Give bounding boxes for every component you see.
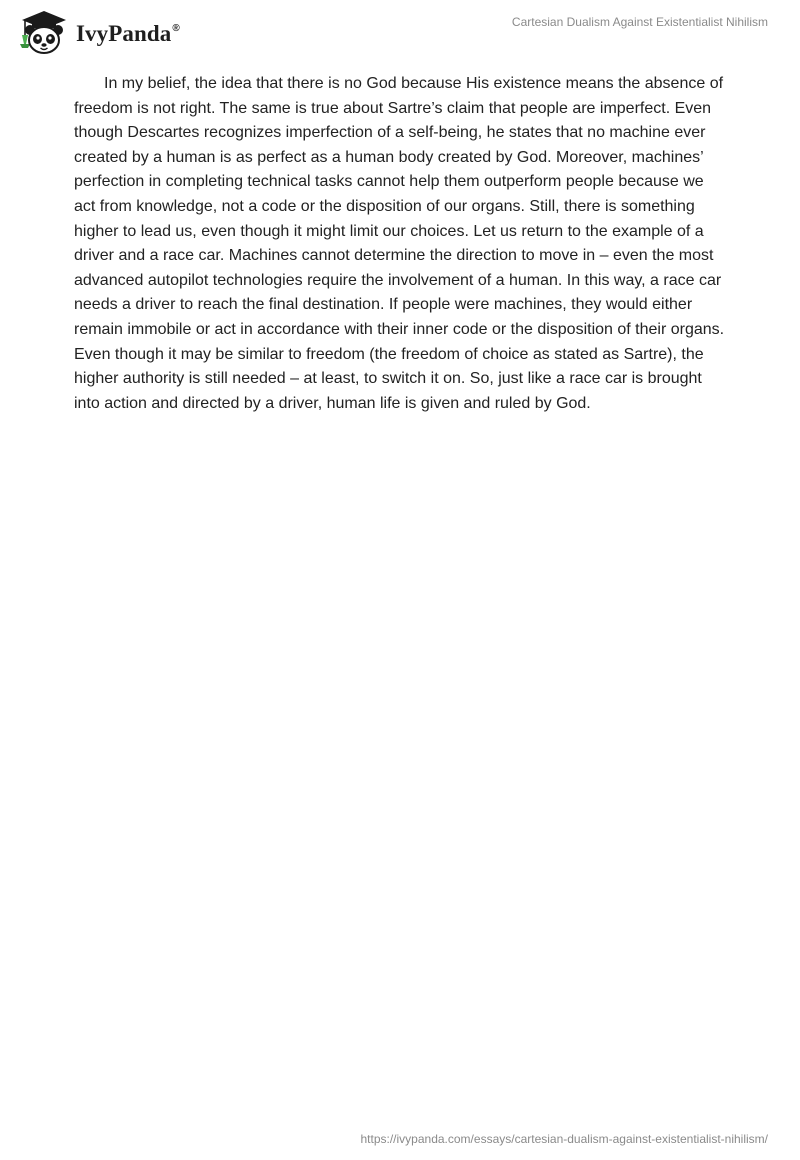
ivypanda-logo[interactable] <box>14 8 180 56</box>
essay-content <box>74 72 726 416</box>
registered-mark: ® <box>172 23 180 34</box>
source-url[interactable]: https://ivypanda.com/essays/cartesian-dualism-against-existentialist-nihilism/ <box>360 1132 768 1146</box>
essay-paragraph: In my belief, the idea that there is no God because His existence means the absence of freedom is not right. The same is true about Sartre’s claim that people are imperfect. Even though Descartes recognizes imperfection of a self-being, he states that no machine ever created by a human is as perfect as a human body created by God. Moreover, machines’ perfection in completing technical tasks cannot help them outperform people because we act from knowledge, not a code or the disposition of our organs. Still, there is something higher to lead us, even though it might limit our choices. Let us return to the example of a driver and a race car. Machines cannot determine the direction to move in – even the most advanced autopilot technologies require the involvement of a human. In this way, a race car needs a driver to reach the final destination. If people were machines, they would either remain immobile or act in accordance with their inner code or the disposition of their organs. Even though it may be similar to freedom (the freedom of choice as stated as Sartre), the higher authority is still needed – at least, to switch it on. So, just like a race car is brought into action and directed by a driver, human life is given and ruled by God. <box>74 75 725 412</box>
panda-graduation-cap-icon <box>14 8 68 56</box>
brand-name <box>76 21 180 47</box>
document-title: Cartesian Dualism Against Existentialist Nihilism <box>511 15 768 29</box>
brand-text: IvyPanda <box>76 21 172 46</box>
